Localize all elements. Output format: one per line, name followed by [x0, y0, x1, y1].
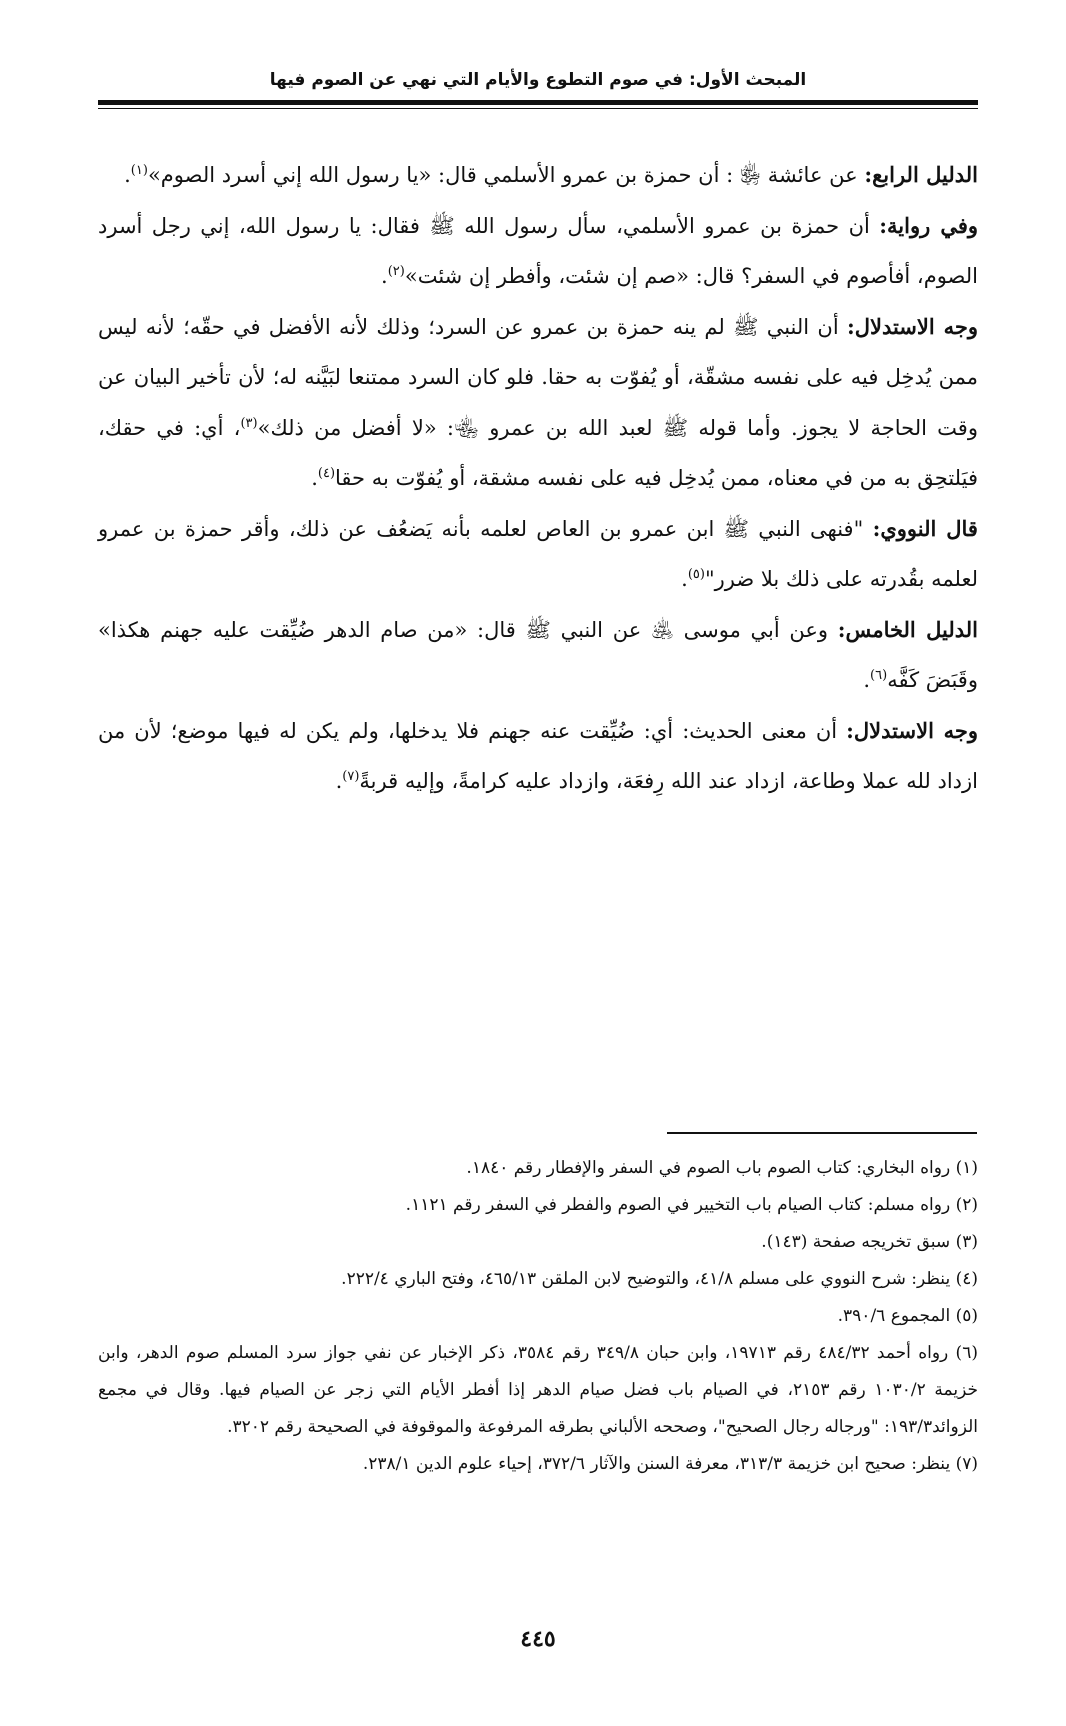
- paragraph-body: وعن أبي موسى ﵁ عن النبي ﷺ قال: «من صام الدهر ضُيِّقت عليه جهنم هكذا» وقَبَضَ كَفَّه: [98, 617, 978, 692]
- paragraph-inference-1: [98, 302, 978, 504]
- paragraph-evidence-4: [98, 150, 978, 201]
- paragraph-body: أن معنى الحديث: أي: ضُيِّقت عنه جهنم فلا يدخلها، ولم يكن له فيها موضع؛ لأن من ازداد لله عملا وطاعة، ازداد عند الله رِفعَة، وازداد عليه كرامةً، وإليه قربةً: [98, 718, 978, 793]
- footnote-ref[interactable]: (٥): [687, 567, 705, 582]
- paragraph-lead: وجه الاستدلال:: [846, 717, 978, 743]
- paragraph-inference-2: [98, 706, 978, 807]
- footnote-item: (١) رواه البخاري: كتاب الصوم باب الصوم في السفر والإفطار رقم ١٨٤٠.: [466, 1158, 978, 1178]
- paragraph-body: أن حمزة بن عمرو الأسلمي، سأل رسول الله ﷺ فقال: يا رسول الله، إني رجل أسرد الصوم، أفأصوم في السفر؟ قال: «صم إن شئت، وأفطر إن شئت»: [98, 213, 978, 288]
- footnote-item: (٦) رواه أحمد ٤٨٤/٣٢ رقم ١٩٧١٣، وابن حبان ٣٤٩/٨ رقم ٣٥٨٤، ذكر الإخبار عن نفي جواز سرد المسلم صوم الدهر، وابن خزيمة ١٠٣٠/٢ رقم ٢١٥٣، في الصيام باب فضل صيام الدهر إذا أفطر الأيام التي زجر عن الصيام فيها. وقال في مجمع الزوائد١٩٣/٣: "ورجاله رجال الصحيح"، وصححه الألباني بطرقه المرفوعة والموقوفة في الصحيحة رقم ٣٢٠٢.: [98, 1343, 978, 1437]
- footnote-item: (٥) المجموع ٣٩٠/٦.: [837, 1306, 978, 1326]
- paragraph-lead: الدليل الخامس:: [837, 616, 978, 642]
- paragraph-tail: .: [681, 567, 688, 591]
- paragraph-body: عن عائشة ﵂ : أن حمزة بن عمرو الأسلمي قال: «يا رسول الله إني أسرد الصوم»: [147, 163, 865, 187]
- footnote-item: (٣) سبق تخريجه صفحة (١٤٣).: [761, 1232, 978, 1252]
- footnote-ref[interactable]: (٢): [387, 264, 405, 279]
- paragraph-tail: .: [335, 769, 343, 793]
- header-rule-thick: [98, 100, 978, 105]
- paragraph-riwaya: [98, 201, 978, 302]
- footnote-item: (٢) رواه مسلم: كتاب الصيام باب التخيير في الصوم والفطر في السفر رقم ١١٢١.: [405, 1195, 978, 1215]
- footnote-ref[interactable]: (٣): [240, 415, 258, 431]
- paragraph-lead: الدليل الرابع:: [864, 162, 978, 187]
- main-text: [98, 150, 978, 807]
- footnote-item: (٧) ينظر: صحيح ابن خزيمة ٣١٣/٣، معرفة السنن والآثار ٣٧٢/٦، إحياء علوم الدين ٢٣٨/١.: [362, 1454, 978, 1474]
- page-number: ٤٤٥: [520, 1626, 556, 1652]
- footnote-ref[interactable]: (١): [130, 163, 148, 178]
- paragraph-tail: .: [863, 668, 871, 692]
- paragraph-evidence-5: [98, 605, 978, 706]
- running-header: المبحث الأول: في صوم التطوع والأيام التي نهي عن الصوم فيها: [269, 70, 807, 90]
- footnote-separator: [667, 1132, 977, 1134]
- paragraph-tail: .: [311, 466, 318, 490]
- footnote-ref[interactable]: (٧): [342, 769, 360, 784]
- footnote-ref[interactable]: (٤): [317, 466, 336, 481]
- paragraph-tail: ، أي: في حقك، فيَلتحِق به من في معناه، ممن يُدخِل فيه على نفسه مشقة، أو يُفوّت به حقا: [98, 415, 978, 490]
- paragraph-body: أن النبي ﷺ لم ينه حمزة بن عمرو عن السرد؛ وذلك لأنه الأفضل في حقّه؛ لأنه ليس ممن يُدخِل فيه على نفسه مشقّة، أو يُفوّت به حقا. فلو كان السرد ممتنعا لبَيَّنه له؛ لأن تأخير البيان عن وقت الحاجة لا يجوز. وأما قوله ﷺ لعبد الله بن عمرو ﵄: «لا أفضل من ذلك»: [98, 314, 978, 440]
- header-rule-thin: [98, 108, 978, 109]
- paragraph-nawawi: [98, 504, 978, 605]
- paragraph-tail: .: [381, 264, 388, 288]
- paragraph-body: "فنهى النبي ﷺ ابن عمرو بن العاص لعلمه بأنه يَضعُف عن ذلك، وأقر حمزة بن عمرو لعلمه بقُدرته على ذلك بلا ضرر": [98, 516, 978, 591]
- paragraph-lead: وجه الاستدلال:: [846, 313, 979, 339]
- paragraph-lead: وفي رواية:: [879, 212, 979, 238]
- paragraph-tail: .: [124, 163, 131, 187]
- footnote-item: (٤) ينظر: شرح النووي على مسلم ٤١/٨، والتوضيح لابن الملقن ٤٦٥/١٣، وفتح الباري ٢٢٢/٤.: [341, 1269, 978, 1289]
- paragraph-lead: قال النووي:: [872, 515, 978, 541]
- footnotes: [98, 1150, 978, 1483]
- footnote-ref[interactable]: (٦): [870, 668, 888, 683]
